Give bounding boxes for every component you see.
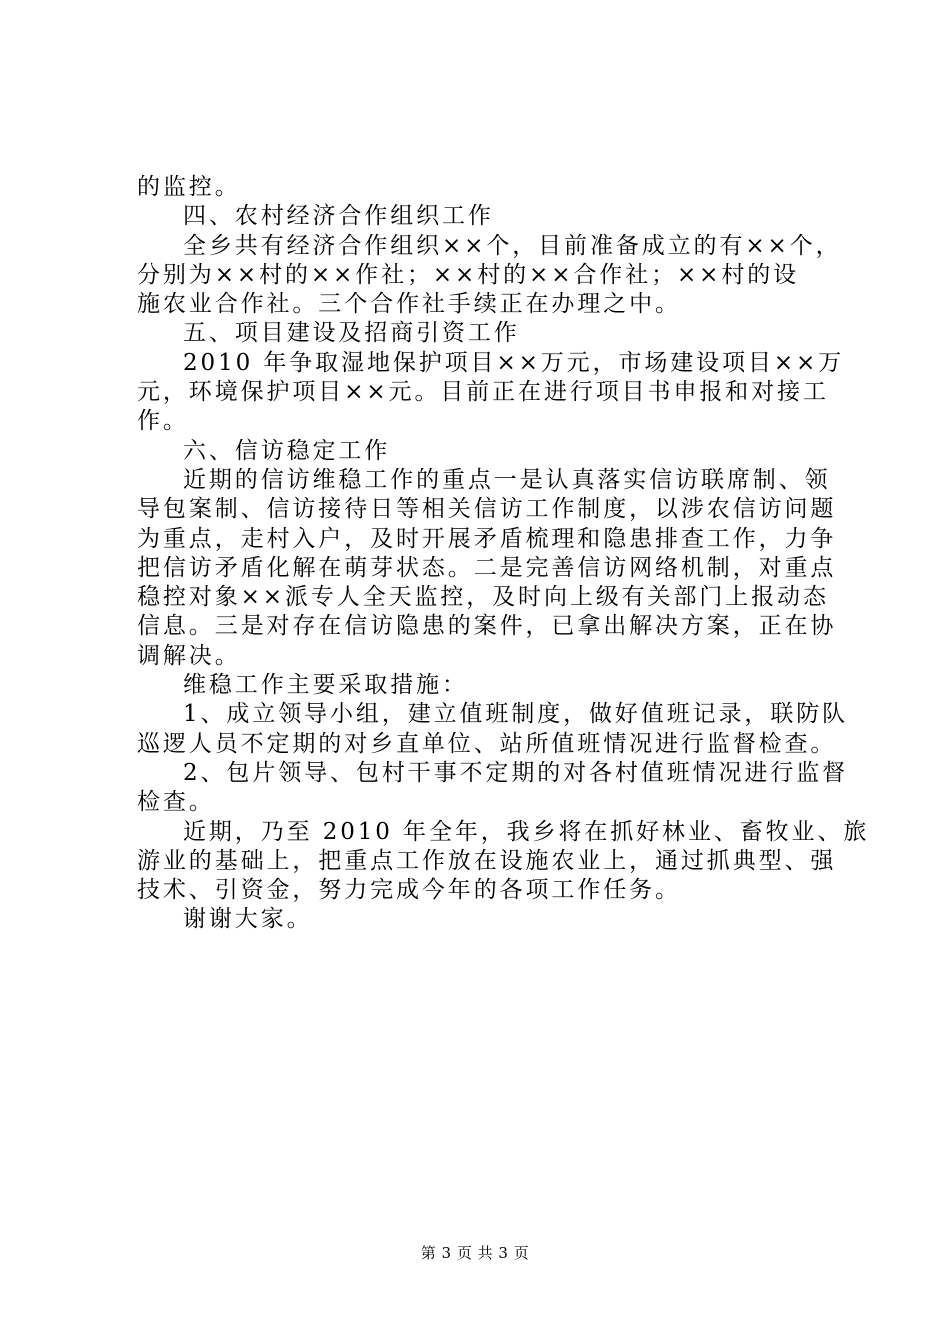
text-line: 导包案制、信访接待日等相关信访工作制度，以涉农信访问题 — [137, 496, 837, 523]
text-line: 把信访矛盾化解在萌芽状态。二是完善信访网络机制，对重点 — [137, 554, 837, 581]
text-line: 谢谢大家。 — [183, 906, 313, 933]
text-line: 2、包片领导、包村干事不定期的对各村值班情况进行监督 — [183, 759, 849, 786]
text-line: 四、农村经济合作组织工作 — [183, 203, 494, 230]
text-line: 近期，乃至 2010 年全年，我乡将在抓好林业、畜牧业、旅 — [183, 818, 870, 845]
text-line: 六、信访稳定工作 — [183, 437, 391, 464]
text-line: 为重点，走村入户，及时开展矛盾梳理和隐患排查工作，力争 — [137, 525, 837, 552]
text-line: 调解决。 — [137, 642, 241, 669]
text-line: 全乡共有经济合作组织××个，目前准备成立的有××个， — [183, 232, 842, 259]
text-line: 施农业合作社。三个合作社手续正在办理之中。 — [137, 291, 681, 318]
text-line: 1、成立领导小组，建立值班制度，做好值班记录，联防队 — [183, 701, 849, 728]
text-line: 信息。三是对存在信访隐患的案件，已拿出解决方案，正在协 — [137, 613, 837, 640]
text-line: 巡逻人员不定期的对乡直单位、站所值班情况进行监督检查。 — [137, 730, 837, 757]
text-line: 的监控。 — [137, 174, 241, 200]
text-line: 技术、引资金，努力完成今年的各项工作任务。 — [137, 877, 681, 904]
text-line: 检查。 — [137, 789, 215, 816]
document-body — [137, 173, 870, 935]
text-line: 游业的基础上，把重点工作放在设施农业上，通过抓典型、强 — [137, 847, 837, 874]
text-line: 五、项目建设及招商引资工作 — [183, 320, 520, 347]
page-footer: 第 3 页 共 3 页 — [420, 1244, 530, 1262]
text-line: 分别为××村的××作社；××村的××合作社；××村的设 — [137, 261, 800, 288]
text-line: 维稳工作主要采取措施： — [183, 672, 468, 699]
text-line: 元，环境保护项目××元。目前正在进行项目书申报和对接工 — [137, 379, 829, 406]
text-line: 作。 — [137, 408, 189, 435]
text-line: 2010 年争取湿地保护项目××万元，市场建设项目××万 — [183, 349, 845, 376]
text-line: 稳控对象××派专人全天监控，及时向上级有关部门上报动态 — [137, 584, 829, 611]
text-line: 近期的信访维稳工作的重点一是认真落实信访联席制、领 — [183, 466, 831, 493]
